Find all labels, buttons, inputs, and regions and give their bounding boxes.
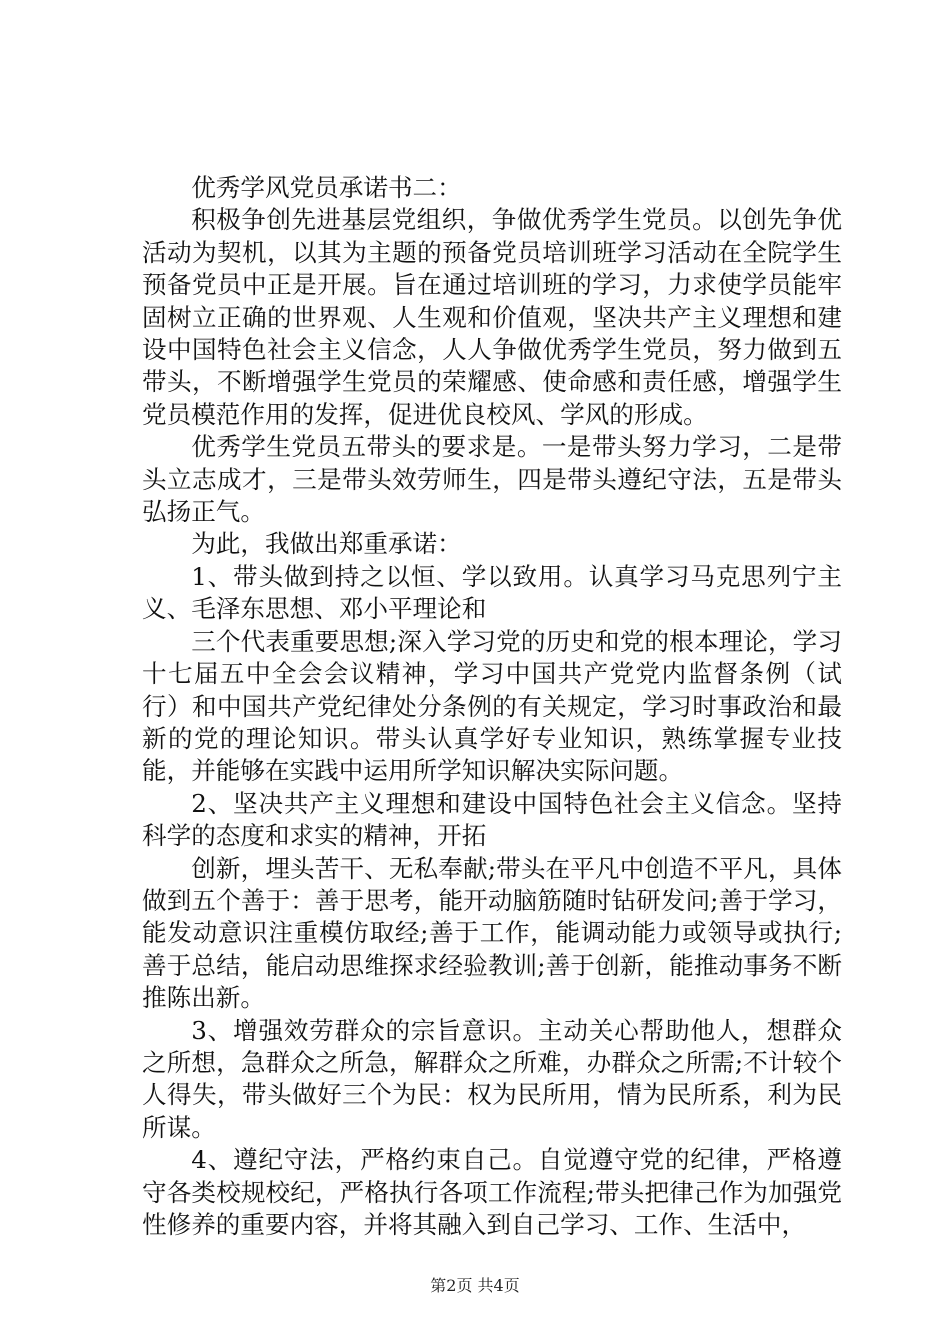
paragraph-item-2: 2、坚决共产主义理想和建设中国特色社会主义信念。坚持科学的态度和求实的精神，开拓 [142,788,842,851]
page-number-footer: 第2页 共4页 [430,1276,520,1295]
paragraph-intro: 积极争创先进基层党组织，争做优秀学生党员。以创先争优活动为契机，以其为主题的预备党员培训班学习活动在全院学生预备党员中正是开展。旨在通过培训班的学习，力求使学员能牢固树立正确的世界观、人生观和价值观，坚决共产主义理想和建设中国特色社会主义信念，人人争做优秀学生党员，努力做到五带头，不断增强学生党员的荣耀感、使命感和责任感，增强学生党员模范作用的发挥，促进优良校风、学风的形成。 [142,205,842,429]
paragraph-item-3: 3、增强效劳群众的宗旨意识。主动关心帮助他人，想群众之所想，急群众之所急，解群众之所难，办群众之所需;不计较个人得失，带头做好三个为民：权为民所用，情为民所系，利为民所谋。 [142,1015,842,1142]
section-heading: 优秀学风党员承诺书二： [191,173,462,202]
paragraph-item-1-cont: 三个代表重要思想;深入学习党的历史和党的根本理论，学习十七届五中全会会议精神，学习中国共产党党内监督条例（试行）和中国共产党纪律处分条例的有关规定，学习时事政治和最新的党的理论知识。带头认真学好专业知识，熟练掌握专业技能，并能够在实践中运用所学知识解决实际问题。 [142,626,842,786]
document-body [142,172,842,1241]
paragraph-item-2-cont: 创新，埋头苦干、无私奉献;带头在平凡中创造不平凡，具体做到五个善于：善于思考，能开动脑筋随时钻研发问;善于学习，能发动意识注重模仿取经;善于工作，能调动能力或领导或执行;善于总结，能启动思维探求经验教训;善于创新，能推动事务不断推陈出新。 [142,853,842,1013]
paragraph-item-1: 1、带头做到持之以恒、学以致用。认真学习马克思列宁主义、毛泽东思想、邓小平理论和 [142,561,842,624]
paragraph-pledge-lead: 为此，我做出郑重承诺： [191,529,462,559]
paragraph-requirements: 优秀学生党员五带头的要求是。一是带头努力学习，二是带头立志成才，三是带头效劳师生，四是带头遵纪守法，五是带头弘扬正气。 [142,432,842,527]
paragraph-item-4: 4、遵纪守法，严格约束自己。自觉遵守党的纪律，严格遵守各类校规校纪，严格执行各项工作流程;带头把律己作为加强党性修养的重要内容，并将其融入到自己学习、工作、生活中， [142,1145,842,1239]
